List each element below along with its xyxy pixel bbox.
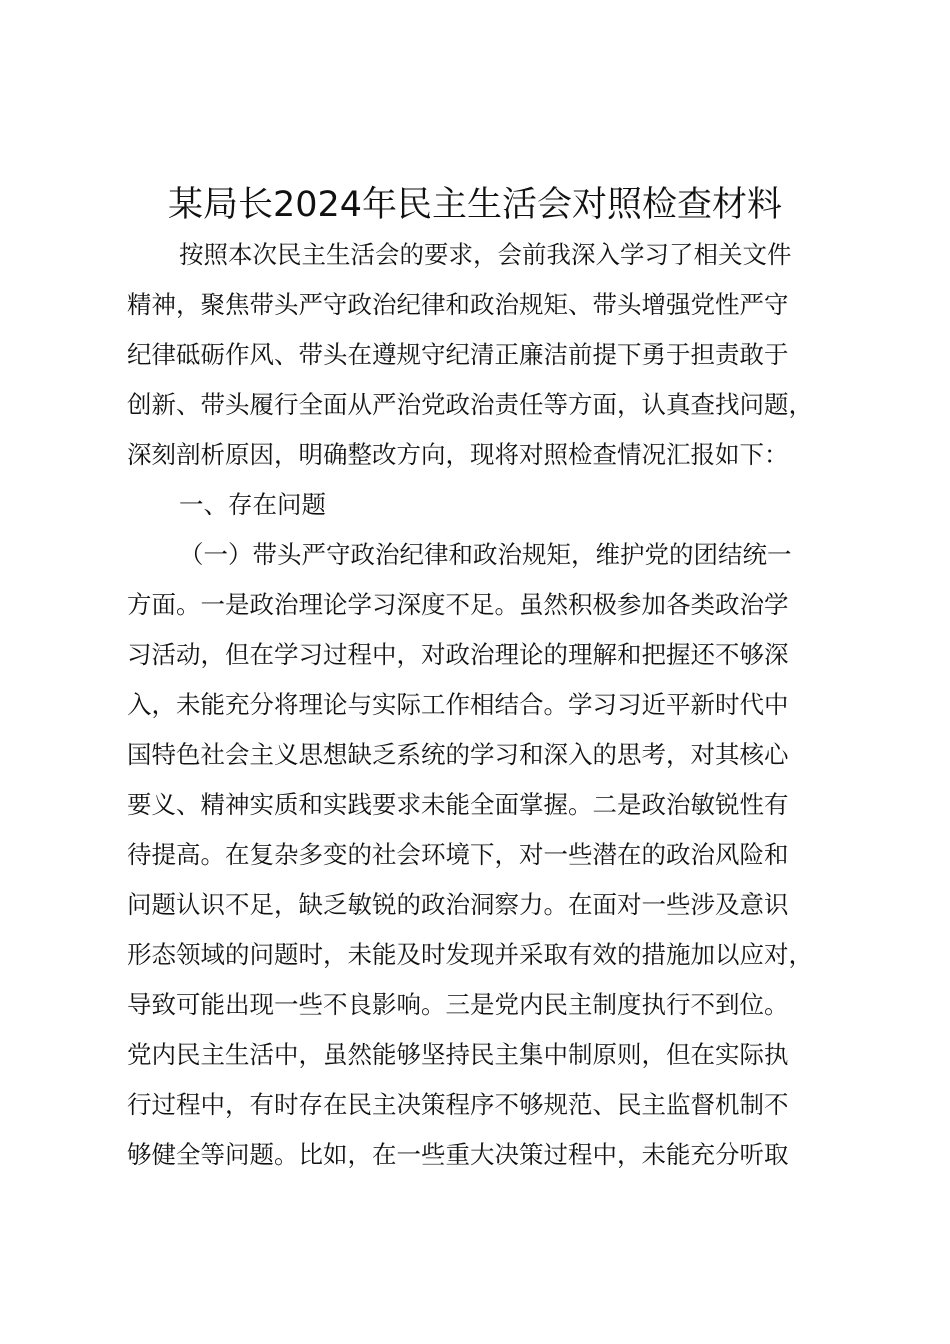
paragraph-line: （一）带头严守政治纪律和政治规矩，维护党的团结统一	[179, 540, 792, 569]
paragraph-line: 待提高。在复杂多变的社会环境下，对一些潜在的政治风险和	[127, 840, 789, 869]
document-body	[127, 230, 847, 1180]
paragraph-line: 纪律砥砺作风、带头在遵规守纪清正廉洁前提下勇于担责敢于	[127, 340, 789, 369]
section-heading: 一、存在问题	[179, 490, 326, 519]
paragraph-line: 精神，聚焦带头严守政治纪律和政治规矩、带头增强党性严守	[127, 290, 789, 319]
paragraph-line: 国特色社会主义思想缺乏系统的学习和深入的思考，对其核心	[127, 740, 789, 769]
paragraph-line: 按照本次民主生活会的要求，会前我深入学习了相关文件	[179, 240, 792, 269]
document-title: 某局长2024年民主生活会对照检查材料	[167, 185, 783, 225]
paragraph-line: 够健全等问题。比如，在一些重大决策过程中，未能充分听取	[127, 1140, 789, 1169]
paragraph-line: 入，未能充分将理论与实际工作相结合。学习习近平新时代中	[127, 690, 789, 719]
paragraph-line: 方面。一是政治理论学习深度不足。虽然积极参加各类政治学	[127, 590, 789, 619]
paragraph-line: 要义、精神实质和实践要求未能全面掌握。二是政治敏锐性有	[127, 790, 789, 819]
paragraph-line: 习活动，但在学习过程中，对政治理论的理解和把握还不够深	[127, 640, 789, 669]
paragraph-line: 创新、带头履行全面从严治党政治责任等方面，认真查找问题，	[127, 390, 813, 419]
paragraph-line: 深刻剖析原因，明确整改方向，现将对照检查情况汇报如下：	[127, 440, 789, 469]
paragraph-line: 行过程中，有时存在民主决策程序不够规范、民主监督机制不	[127, 1090, 789, 1119]
paragraph-line: 党内民主生活中，虽然能够坚持民主集中制原则，但在实际执	[127, 1040, 789, 1069]
paragraph-line: 问题认识不足，缺乏敏锐的政治洞察力。在面对一些涉及意识	[127, 890, 789, 919]
paragraph-line: 形态领域的问题时，未能及时发现并采取有效的措施加以应对，	[127, 940, 813, 969]
paragraph-line: 导致可能出现一些不良影响。三是党内民主制度执行不到位。	[127, 990, 789, 1019]
